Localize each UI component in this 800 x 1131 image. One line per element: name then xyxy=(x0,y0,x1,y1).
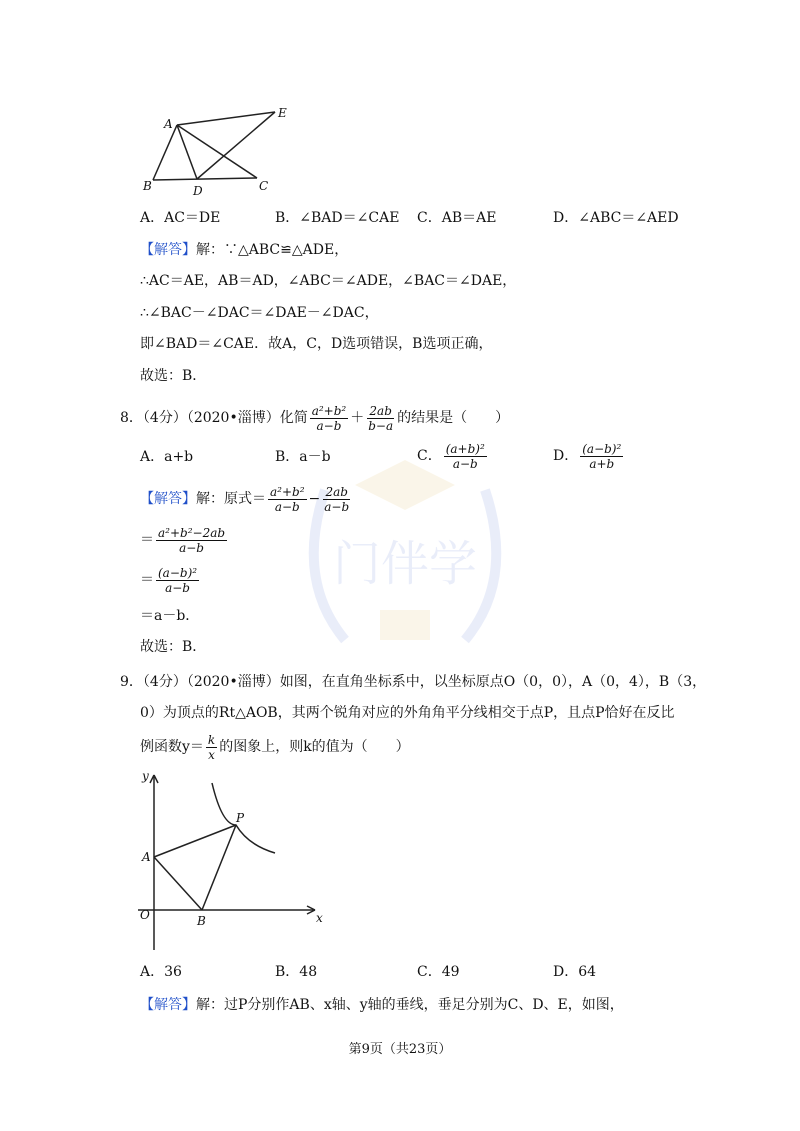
q7-answer-line-3: ∴∠BAC－∠DAC＝∠DAE－∠DAC， xyxy=(140,305,379,321)
q7-answer-text-1: 解：∵△ABC≌△ADE， xyxy=(196,242,349,258)
q8-suffix: 的结果是（ ） xyxy=(397,410,510,426)
q7-triangle-figure xyxy=(135,100,295,200)
q9-option-b: B．48 xyxy=(275,964,318,980)
label-e: E xyxy=(278,106,287,120)
q7-answer-tag: 【解答】 xyxy=(140,242,196,258)
q7-option-c: C．AB＝AE xyxy=(417,210,497,226)
label-a: A xyxy=(164,117,173,131)
q8-prefix: 8．（4分）（2020•淄博）化简 xyxy=(120,410,308,426)
q9-stem-line-1: 9．（4分）（2020•淄博）如图，在直角坐标系中，以坐标原点O（0，0），A（0，4），B（3， xyxy=(120,674,707,690)
label-y: y xyxy=(142,769,149,783)
q8-answer-line-2: ＝ $\frac{\text{a²+b²−2ab}}{a-b}$ xyxy=(140,525,226,555)
label-x: x xyxy=(316,911,323,925)
q9-stem-line-2: 0）为顶点的Rt△AOB，其两个锐角对应的外角角平分线相交于点P，且点P恰好在反比 xyxy=(140,705,675,721)
page-footer: 第9页（共23页） xyxy=(348,1042,452,1057)
q8-answer-line-1: 【解答】解：原式＝ $\frac{\text{a²+b²}}{a-b}$ − $\frac{2ab}{a-b}$ xyxy=(140,484,350,514)
q8-answer-line-5: 故选：B． xyxy=(140,639,207,655)
q9-stem-line-3: 例函数y＝ $\frac{k}{x}$ 的图象上，则k的值为（ ） xyxy=(140,732,410,762)
q9-coordinate-figure xyxy=(130,765,330,955)
q8-option-b: B．a－b xyxy=(275,449,331,465)
q8-option-d: D． $\frac{\text{(a−b)²}}{a+b}$ xyxy=(553,441,622,471)
q8-option-a: A．a+b xyxy=(140,449,194,465)
label-p: P xyxy=(236,811,245,825)
q9-option-a: A．36 xyxy=(140,964,182,980)
watermark-logo xyxy=(285,440,525,660)
label-b: B xyxy=(143,179,152,193)
q7-option-d: D．∠ABC＝∠AED xyxy=(553,210,679,226)
q8-stem xyxy=(120,403,509,433)
label-b: B xyxy=(197,914,206,928)
label-d: D xyxy=(193,184,203,198)
q7-option-b: B．∠BAD＝∠CAE xyxy=(275,210,400,226)
q8-fraction-2: $\frac{2ab}{b-a}$ xyxy=(368,403,394,433)
q8-answer-line-4: ＝a－b． xyxy=(140,608,200,624)
q7-answer-line-4: 即∠BAD＝∠CAE．故A，C，D选项错误，B选项正确， xyxy=(140,336,493,352)
q9-answer-tag: 【解答】 xyxy=(140,997,196,1013)
q9-option-c: C．49 xyxy=(417,964,460,980)
watermark-text: 门伴学 xyxy=(332,536,478,592)
q8-answer-tag: 【解答】 xyxy=(140,491,196,507)
q7-answer-line-2: ∴AC＝AE，AB＝AD，∠ABC＝∠ADE，∠BAC＝∠DAE， xyxy=(140,273,517,289)
q8-fraction-1: $\frac{\text{a²+b²}}{a-b}$ xyxy=(311,403,347,433)
q8-option-c: C． $\frac{\text{(a+b)²}}{a-b}$ xyxy=(417,441,485,471)
q8-answer-line-3: ＝ $\frac{\text{(a−b)²}}{a-b}$ xyxy=(140,565,198,595)
q9-option-d: D．64 xyxy=(553,964,597,980)
q7-option-a: A．AC＝DE xyxy=(140,210,221,226)
q7-answer-line-1 xyxy=(140,240,348,260)
q7-answer-line-5: 故选：B． xyxy=(140,368,207,384)
q9-answer-line-1: 【解答】解：过P分别作AB、x轴、y轴的垂线，垂足分别为C、D、E，如图， xyxy=(140,997,624,1013)
label-o: O xyxy=(140,908,150,922)
q8-plus: ＋ xyxy=(350,410,365,426)
label-a: A xyxy=(142,850,151,864)
label-c: C xyxy=(259,179,269,193)
